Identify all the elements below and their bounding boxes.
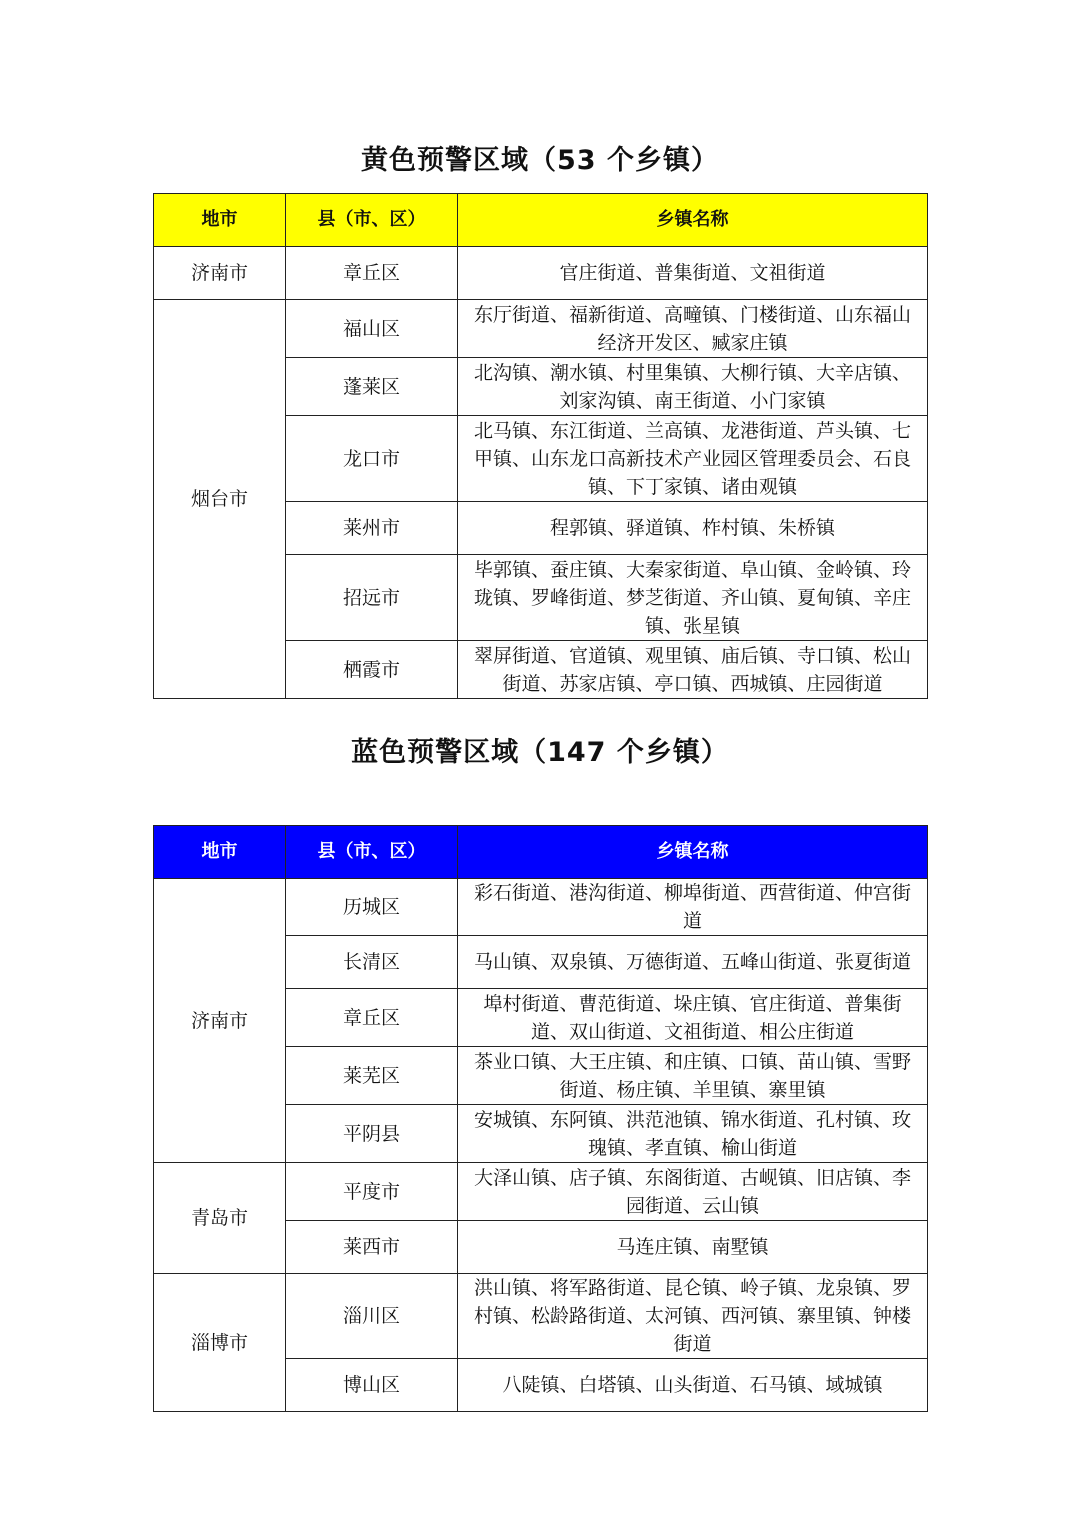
towns-cell: 毕郭镇、蚕庄镇、大秦家街道、阜山镇、金岭镇、玲珑镇、罗峰街道、梦芝街道、齐山镇、夏甸镇、辛庄镇、张星镇 [458, 555, 928, 641]
county-cell: 淄川区 [286, 1274, 458, 1359]
county-cell: 招远市 [286, 555, 458, 641]
towns-cell: 茶业口镇、大王庄镇、和庄镇、口镇、苗山镇、雪野街道、杨庄镇、羊里镇、寨里镇 [458, 1047, 928, 1105]
county-cell: 长清区 [286, 936, 458, 989]
city-cell: 淄博市 [154, 1274, 286, 1412]
blue-warning-title: 蓝色预警区域（147 个乡镇） [351, 737, 729, 768]
table-header-row [154, 194, 928, 247]
table-row [154, 1163, 928, 1221]
towns-cell: 洪山镇、将军路街道、昆仑镇、岭子镇、龙泉镇、罗村镇、松龄路街道、太河镇、西河镇、寨里镇、钟楼街道 [458, 1274, 928, 1359]
towns-cell: 彩石街道、港沟街道、柳埠街道、西营街道、仲宫街道 [458, 879, 928, 936]
county-cell: 龙口市 [286, 416, 458, 502]
table-row [154, 879, 928, 936]
towns-cell: 官庄街道、普集街道、文祖街道 [458, 247, 928, 300]
county-cell: 平度市 [286, 1163, 458, 1221]
table-row [154, 1274, 928, 1359]
header-towns: 乡镇名称 [458, 194, 928, 247]
table-row [154, 300, 928, 358]
table-header-row [154, 826, 928, 879]
towns-cell: 八陡镇、白塔镇、山头街道、石马镇、域城镇 [458, 1359, 928, 1412]
county-cell: 莱芜区 [286, 1047, 458, 1105]
city-cell: 青岛市 [154, 1163, 286, 1274]
towns-cell: 大泽山镇、店子镇、东阁街道、古岘镇、旧店镇、李园街道、云山镇 [458, 1163, 928, 1221]
county-cell: 蓬莱区 [286, 358, 458, 416]
header-city: 地市 [154, 194, 286, 247]
towns-cell: 东厅街道、福新街道、高疃镇、门楼街道、山东福山经济开发区、臧家庄镇 [458, 300, 928, 358]
towns-cell: 马山镇、双泉镇、万德街道、五峰山街道、张夏街道 [458, 936, 928, 989]
towns-cell: 安城镇、东阿镇、洪范池镇、锦水街道、孔村镇、玫瑰镇、孝直镇、榆山街道 [458, 1105, 928, 1163]
county-cell: 博山区 [286, 1359, 458, 1412]
header-county: 县（市、区） [286, 826, 458, 879]
towns-cell: 北马镇、东江街道、兰高镇、龙港街道、芦头镇、七甲镇、山东龙口高新技术产业园区管理委员会、石良镇、下丁家镇、诸由观镇 [458, 416, 928, 502]
county-cell: 章丘区 [286, 989, 458, 1047]
header-towns: 乡镇名称 [458, 826, 928, 879]
county-cell: 章丘区 [286, 247, 458, 300]
table-row [154, 247, 928, 300]
blue-warning-table [153, 825, 928, 1412]
towns-cell: 北沟镇、潮水镇、村里集镇、大柳行镇、大辛店镇、刘家沟镇、南王街道、小门家镇 [458, 358, 928, 416]
yellow-warning-table [153, 193, 928, 699]
county-cell: 莱州市 [286, 502, 458, 555]
county-cell: 莱西市 [286, 1221, 458, 1274]
towns-cell: 翠屏街道、官道镇、观里镇、庙后镇、寺口镇、松山街道、苏家店镇、亭口镇、西城镇、庄园街道 [458, 641, 928, 699]
county-cell: 福山区 [286, 300, 458, 358]
city-cell: 济南市 [154, 247, 286, 300]
towns-cell: 程郭镇、驿道镇、柞村镇、朱桥镇 [458, 502, 928, 555]
towns-cell: 马连庄镇、南墅镇 [458, 1221, 928, 1274]
towns-cell: 埠村街道、曹范街道、垛庄镇、官庄街道、普集街道、双山街道、文祖街道、相公庄街道 [458, 989, 928, 1047]
county-cell: 平阴县 [286, 1105, 458, 1163]
header-county: 县（市、区） [286, 194, 458, 247]
header-city: 地市 [154, 826, 286, 879]
county-cell: 历城区 [286, 879, 458, 936]
city-cell: 烟台市 [154, 300, 286, 699]
yellow-warning-title: 黄色预警区域（53 个乡镇） [361, 145, 719, 176]
county-cell: 栖霞市 [286, 641, 458, 699]
city-cell: 济南市 [154, 879, 286, 1163]
